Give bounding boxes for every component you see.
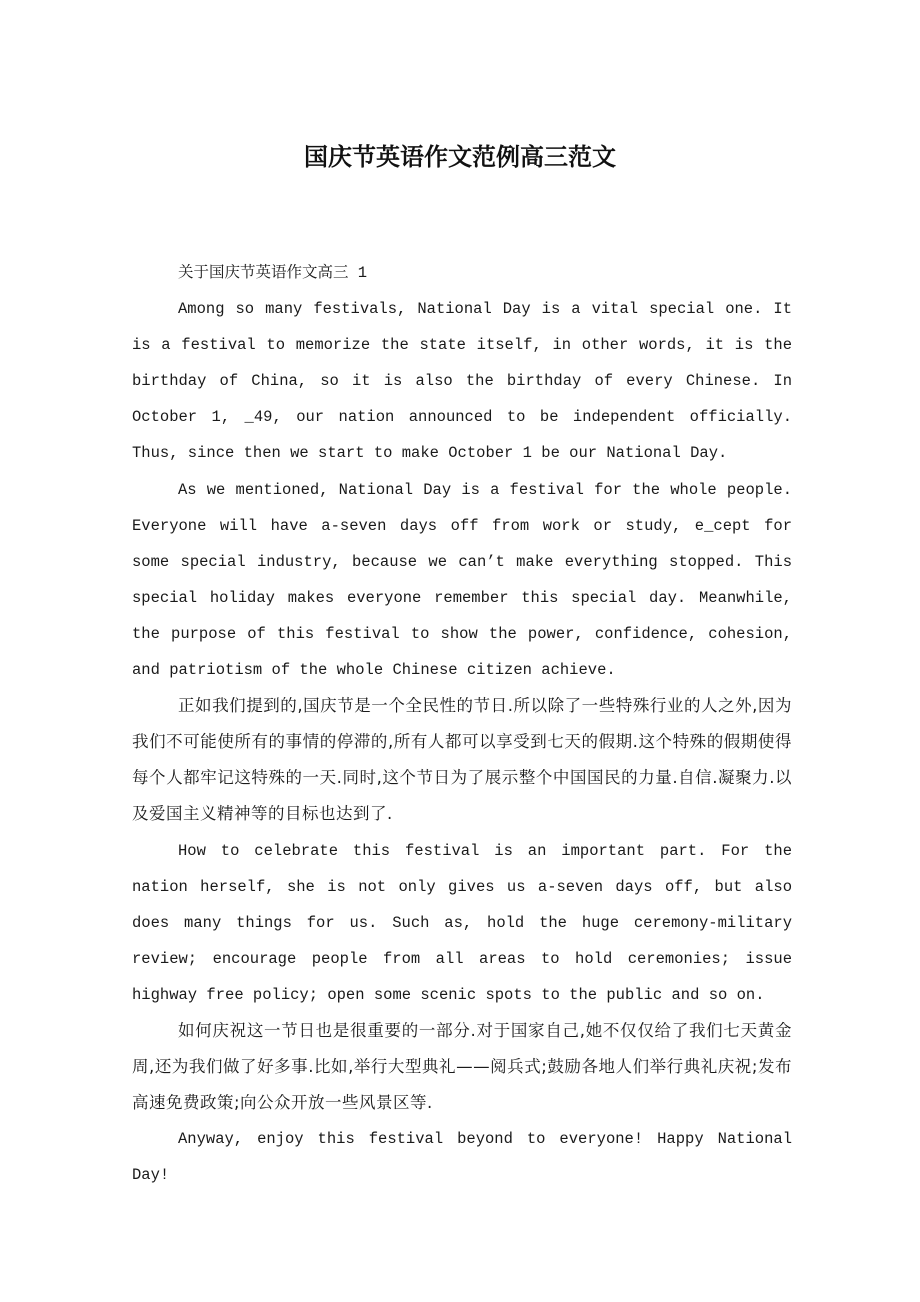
paragraph-english-2: As we mentioned, National Day is a festival for the whole people. Everyone will have a-seven days off from work or study, e_cept for some special industry, because we can’t make everything stopped. This special holiday makes everyone remember this special day. Meanwhile, the purpose of this festival to show the power, confidence, cohesion, and patriotism of the whole Chinese citizen achieve. — [132, 480, 792, 680]
paragraph-chinese-1: 正如我们提到的,国庆节是一个全民性的节日.所以除了一些特殊行业的人之外,因为我们不可能使所有的事情的停滞的,所有人都可以享受到七天的假期.这个特殊的假期使得每个人都牢记这特殊的一天.同时,这个节日为了展示整个中国国民的力量.自信.凝聚力.以及爱国主义精神等的目标也达到了. — [132, 696, 792, 824]
document-body — [132, 255, 792, 1193]
paragraph-english-1: Among so many festivals, National Day is a vital special one. It is a festival to memorize the state itself, in other words, it is the birthday of China, so it is also the birthday of every Chinese. In October 1, _49, our nation announced to be independent officially. Thus, since then we start to make October 1 be our National Day. — [132, 300, 792, 463]
paragraph-english-closing: Anyway, enjoy this festival beyond to everyone! Happy National Day! — [132, 1130, 792, 1185]
paragraph-english-3: How to celebrate this festival is an important part. For the nation herself, she is not only gives us a-seven days off, but also does many things for us. Such as, hold the huge ceremony-military review; encourage people from all areas to hold ceremonies; issue highway free policy; open some scenic spots to the public and so on. — [132, 841, 792, 1004]
section-heading: 关于国庆节英语作文高三 1 — [178, 264, 368, 282]
document-title: 国庆节英语作文范例高三范文 — [304, 142, 616, 171]
paragraph-chinese-2: 如何庆祝这一节日也是很重要的一部分.对于国家自己,她不仅仅给了我们七天黄金周,还为我们做了好多事.比如,举行大型典礼——阅兵式;鼓励各地人们举行典礼庆祝;发布高速免费政策;向公众开放一些风景区等. — [132, 1020, 792, 1113]
